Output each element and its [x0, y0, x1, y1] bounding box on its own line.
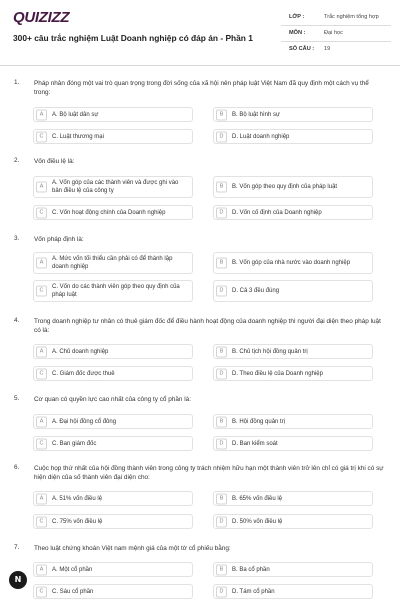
meta-label: MÔN : [289, 30, 306, 36]
question-number: 7. [14, 544, 20, 551]
meta-row-subject [281, 26, 391, 42]
option-letter: D [216, 516, 227, 527]
option-text: A. 51% vốn điều lệ [52, 495, 103, 502]
worksheet-title: 300+ câu trắc nghiệm Luật Doanh nghiệp có đáp án - Phần 1 [13, 33, 253, 43]
option-letter: C [36, 286, 47, 297]
question-text: Cuộc họp thứ nhất của hội đồng thành viên trong công ty trách nhiệm hữu hạn một thành viên trở lên chỉ có giá trị khi có sự hiện diện của số thành viên đại diện cho: [34, 465, 384, 481]
option-text: D. Cả 3 đều đúng [232, 288, 280, 294]
option-d[interactable] [213, 129, 373, 144]
option-a[interactable] [33, 562, 193, 577]
option-b[interactable] [213, 414, 373, 429]
option-b[interactable] [213, 107, 373, 122]
option-a[interactable] [33, 252, 193, 274]
option-b[interactable] [213, 491, 373, 506]
question-number: 4. [14, 317, 20, 324]
option-text: B. Ba cổ phần [232, 566, 270, 573]
option-text: B. Hội đồng quản trị [232, 418, 286, 425]
option-text: B. Vốn góp của nhà nước vào doanh nghiệp [232, 260, 351, 266]
option-c[interactable] [33, 436, 193, 451]
option-text: A. Chủ doanh nghiệp [52, 348, 109, 355]
option-text: C. Vốn do các thành viên góp theo quy định của pháp luật [52, 284, 180, 298]
question-number: 3. [14, 235, 20, 242]
quizizz-logo[interactable]: QUIZIZZ [13, 9, 70, 26]
option-a[interactable] [33, 414, 193, 429]
option-text: C. Sáu cổ phần [52, 588, 94, 595]
meta-row-class [281, 10, 391, 26]
option-d[interactable] [213, 280, 373, 302]
question-text: Pháp nhân đóng một vai trò quan trọng trong đời sống của xã hội nên pháp luật Việt Nam đã quy định một cách vụ thể trong: [34, 80, 369, 96]
notion-style-n-button[interactable]: N [9, 571, 27, 589]
option-c[interactable] [33, 205, 193, 220]
option-d[interactable] [213, 514, 373, 529]
option-text: C. 75% vốn điều lệ [52, 518, 103, 525]
option-b[interactable] [213, 176, 373, 198]
option-a[interactable] [33, 491, 193, 506]
meta-label: LỚP : [289, 14, 305, 20]
question-number: 2. [14, 157, 20, 164]
option-letter: D [216, 586, 227, 597]
option-letter: C [36, 586, 47, 597]
option-c[interactable] [33, 514, 193, 529]
option-text: A. Đại hội đồng cổ đông [52, 418, 117, 425]
option-letter: B [216, 493, 227, 504]
meta-label: SỐ CÂU : [289, 46, 315, 52]
option-letter: A [36, 346, 47, 357]
option-letter: A [36, 109, 47, 120]
option-letter: D [216, 207, 227, 218]
option-letter: D [216, 438, 227, 449]
question-text: Vốn điều lệ là: [34, 158, 75, 165]
worksheet-header [0, 0, 400, 66]
option-letter: C [36, 516, 47, 527]
option-letter: C [36, 438, 47, 449]
option-text: D. 50% vốn điều lệ [232, 518, 283, 525]
option-d[interactable] [213, 366, 373, 381]
option-letter: B [216, 109, 227, 120]
worksheet-meta-table [281, 10, 391, 58]
option-letter: D [216, 286, 227, 297]
option-a[interactable] [33, 344, 193, 359]
option-letter: B [216, 346, 227, 357]
option-d[interactable] [213, 436, 373, 451]
meta-value: 19 [324, 46, 331, 52]
option-b[interactable] [213, 252, 373, 274]
option-c[interactable] [33, 280, 193, 302]
option-letter: D [216, 131, 227, 142]
option-text: A. Vốn góp của các thành viên và được ghi vào bản điều lệ của công ty [52, 180, 179, 194]
option-letter: A [36, 182, 47, 193]
option-letter: C [36, 131, 47, 142]
option-text: C. Luật thương mại [52, 133, 104, 140]
option-b[interactable] [213, 344, 373, 359]
meta-value: Đại học [324, 30, 343, 36]
option-text: D. Tám cổ phần [232, 588, 275, 595]
option-text: A. Bộ luật dân sự [52, 111, 99, 118]
option-letter: B [216, 564, 227, 575]
option-text: C. Giám đốc được thuê [52, 370, 115, 377]
option-text: A. Một cổ phần [52, 566, 93, 573]
option-text: B. 65% vốn điều lệ [232, 495, 283, 502]
option-text: A. Mức vốn tối thiểu cần phải có để thành lập doanh nghiệp [52, 256, 173, 270]
option-c[interactable] [33, 366, 193, 381]
option-text: D. Vốn cố định của Doanh nghiệp [232, 209, 322, 216]
option-text: C. Ban giám đốc [52, 440, 97, 447]
option-text: D. Luật doanh nghiệp [232, 133, 290, 140]
option-letter: C [36, 368, 47, 379]
question-number: 5. [14, 395, 20, 402]
question-number: 1. [14, 79, 20, 86]
option-letter: B [216, 258, 227, 269]
option-letter: A [36, 258, 47, 269]
option-d[interactable] [213, 205, 373, 220]
option-text: B. Chủ tịch hội đồng quản trị [232, 348, 308, 355]
option-letter: A [36, 564, 47, 575]
meta-row-count [281, 42, 391, 58]
question-text: Theo luật chứng khoán Việt nam mệnh giá của một tờ cổ phiếu bằng: [34, 545, 231, 552]
option-letter: B [216, 182, 227, 193]
option-c[interactable] [33, 584, 193, 599]
option-text: C. Vốn hoạt động chính của Doanh nghiệp [52, 209, 166, 216]
meta-value: Trắc nghiệm tổng hợp [324, 14, 379, 20]
option-a[interactable] [33, 107, 193, 122]
option-d[interactable] [213, 584, 373, 599]
option-letter: A [36, 416, 47, 427]
option-text: D. Theo điều lệ của Doanh nghiệp [232, 370, 323, 377]
question-text: Cơ quan có quyền lực cao nhất của công ty cổ phần là: [34, 396, 191, 403]
option-b[interactable] [213, 562, 373, 577]
option-letter: A [36, 493, 47, 504]
question-text: Trong doanh nghiệp tư nhân có thuê giám đốc để điều hành hoạt động của doanh nghiệp thì người đại diện theo pháp luật có là: [34, 318, 381, 334]
question-text: Vốn pháp định là: [34, 236, 84, 243]
option-text: B. Bộ luật hình sự [232, 111, 281, 118]
option-c[interactable] [33, 129, 193, 144]
option-letter: C [36, 207, 47, 218]
option-a[interactable] [33, 176, 193, 198]
option-text: D. Ban kiểm soát [232, 440, 278, 447]
question-number: 6. [14, 464, 20, 471]
option-letter: B [216, 416, 227, 427]
option-text: B. Vốn góp theo quy định của pháp luật [232, 184, 338, 190]
option-letter: D [216, 368, 227, 379]
